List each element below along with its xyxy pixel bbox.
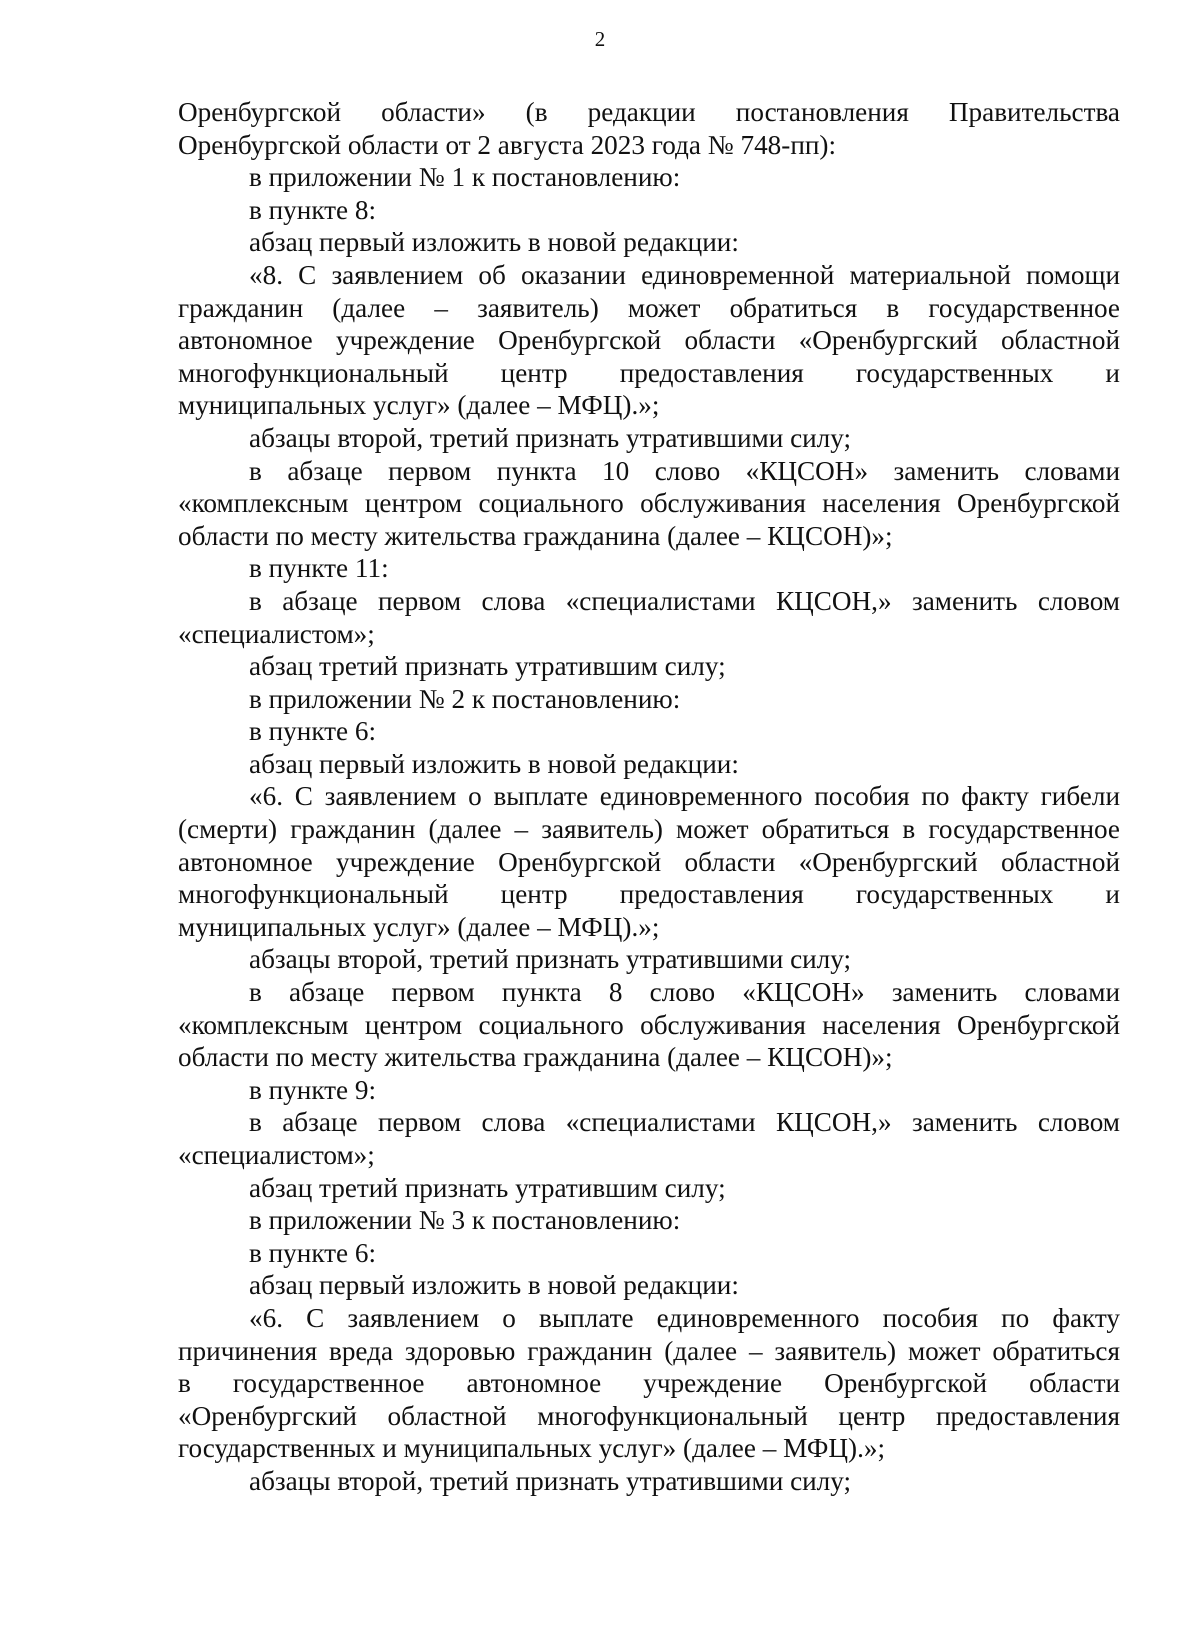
text-line: в абзаце первом пункта 10 слово «КЦСОН» заменить словами: [249, 455, 1120, 486]
text-line: абзац первый изложить в новой редакции:: [249, 1270, 739, 1301]
text-line: в приложении № 2 к постановлению:: [249, 683, 681, 714]
text-line: абзац первый изложить в новой редакции:: [249, 748, 739, 779]
text-line: Оренбургской области от 2 августа 2023 года № 748-пп):: [178, 129, 837, 160]
text-line: причинения вреда здоровью гражданин (далее – заявитель) может обратиться: [178, 1335, 1120, 1366]
text-line: в пункте 6:: [249, 1237, 377, 1268]
text-line: Оренбургской области» (в редакции постановления Правительства: [178, 97, 1120, 127]
text-line: «специалистом»;: [178, 1140, 375, 1170]
text-line: в пункте 6:: [249, 716, 377, 747]
text-line: автономное учреждение Оренбургской области «Оренбургский областной: [178, 325, 1120, 356]
text-line: абзацы второй, третий признать утратившими силу;: [249, 422, 852, 453]
text-line: гражданин (далее – заявитель) может обратиться в государственное: [178, 292, 1120, 323]
text-line: в пункте 11:: [249, 553, 389, 584]
text-line: абзац третий признать утратившим силу;: [249, 1172, 726, 1203]
text-line: муниципальных услуг» (далее – МФЦ).»;: [178, 390, 660, 421]
page-number: 2: [594, 27, 606, 51]
text-line: абзацы второй, третий признать утратившими силу;: [249, 1465, 852, 1496]
text-line: в государственное автономное учреждение Оренбургской области: [178, 1368, 1120, 1399]
text-line: абзац первый изложить в новой редакции:: [249, 227, 739, 258]
text-line: автономное учреждение Оренбургской области «Оренбургский областной: [178, 846, 1120, 877]
text-line: «6. С заявлением о выплате единовременного пособия по факту гибели: [249, 781, 1120, 812]
text-line: области по месту жительства гражданина (далее – КЦСОН)»;: [178, 1042, 893, 1073]
text-line: в приложении № 3 к постановлению:: [249, 1205, 681, 1236]
text-line: «комплексным центром социального обслуживания населения Оренбургской: [178, 488, 1120, 519]
text-line: «Оренбургский областной многофункциональный центр предоставления: [178, 1400, 1120, 1431]
text-line: в пункте 8:: [249, 194, 377, 225]
text-line: в приложении № 1 к постановлению:: [249, 162, 681, 193]
text-line: в абзаце первом слова «специалистами КЦСОН,» заменить словом: [249, 585, 1120, 616]
text-line: абзац третий признать утратившим силу;: [249, 651, 726, 682]
text-line: муниципальных услуг» (далее – МФЦ).»;: [178, 911, 660, 942]
text-line: в пункте 9:: [249, 1074, 377, 1105]
text-line: многофункциональный центр предоставления государственных и: [178, 357, 1120, 388]
text-line: области по месту жительства гражданина (далее – КЦСОН)»;: [178, 520, 893, 551]
text-line: «6. С заявлением о выплате единовременного пособия по факту: [249, 1302, 1120, 1333]
text-line: в абзаце первом пункта 8 слово «КЦСОН» заменить словами: [249, 977, 1120, 1008]
text-line: в абзаце первом слова «специалистами КЦСОН,» заменить словом: [249, 1107, 1120, 1138]
text-line: (смерти) гражданин (далее – заявитель) может обратиться в государственное: [178, 814, 1120, 845]
text-line: «комплексным центром социального обслуживания населения Оренбургской: [178, 1009, 1120, 1040]
text-line: многофункциональный центр предоставления государственных и: [178, 879, 1120, 910]
text-line: «8. С заявлением об оказании единовременной материальной помощи: [249, 259, 1120, 290]
text-line: «специалистом»;: [178, 618, 375, 649]
text-line: абзацы второй, третий признать утратившими силу;: [249, 944, 852, 975]
text-line: государственных и муниципальных услуг» (далее – МФЦ).»;: [178, 1433, 886, 1464]
document-body: [178, 96, 1120, 1498]
